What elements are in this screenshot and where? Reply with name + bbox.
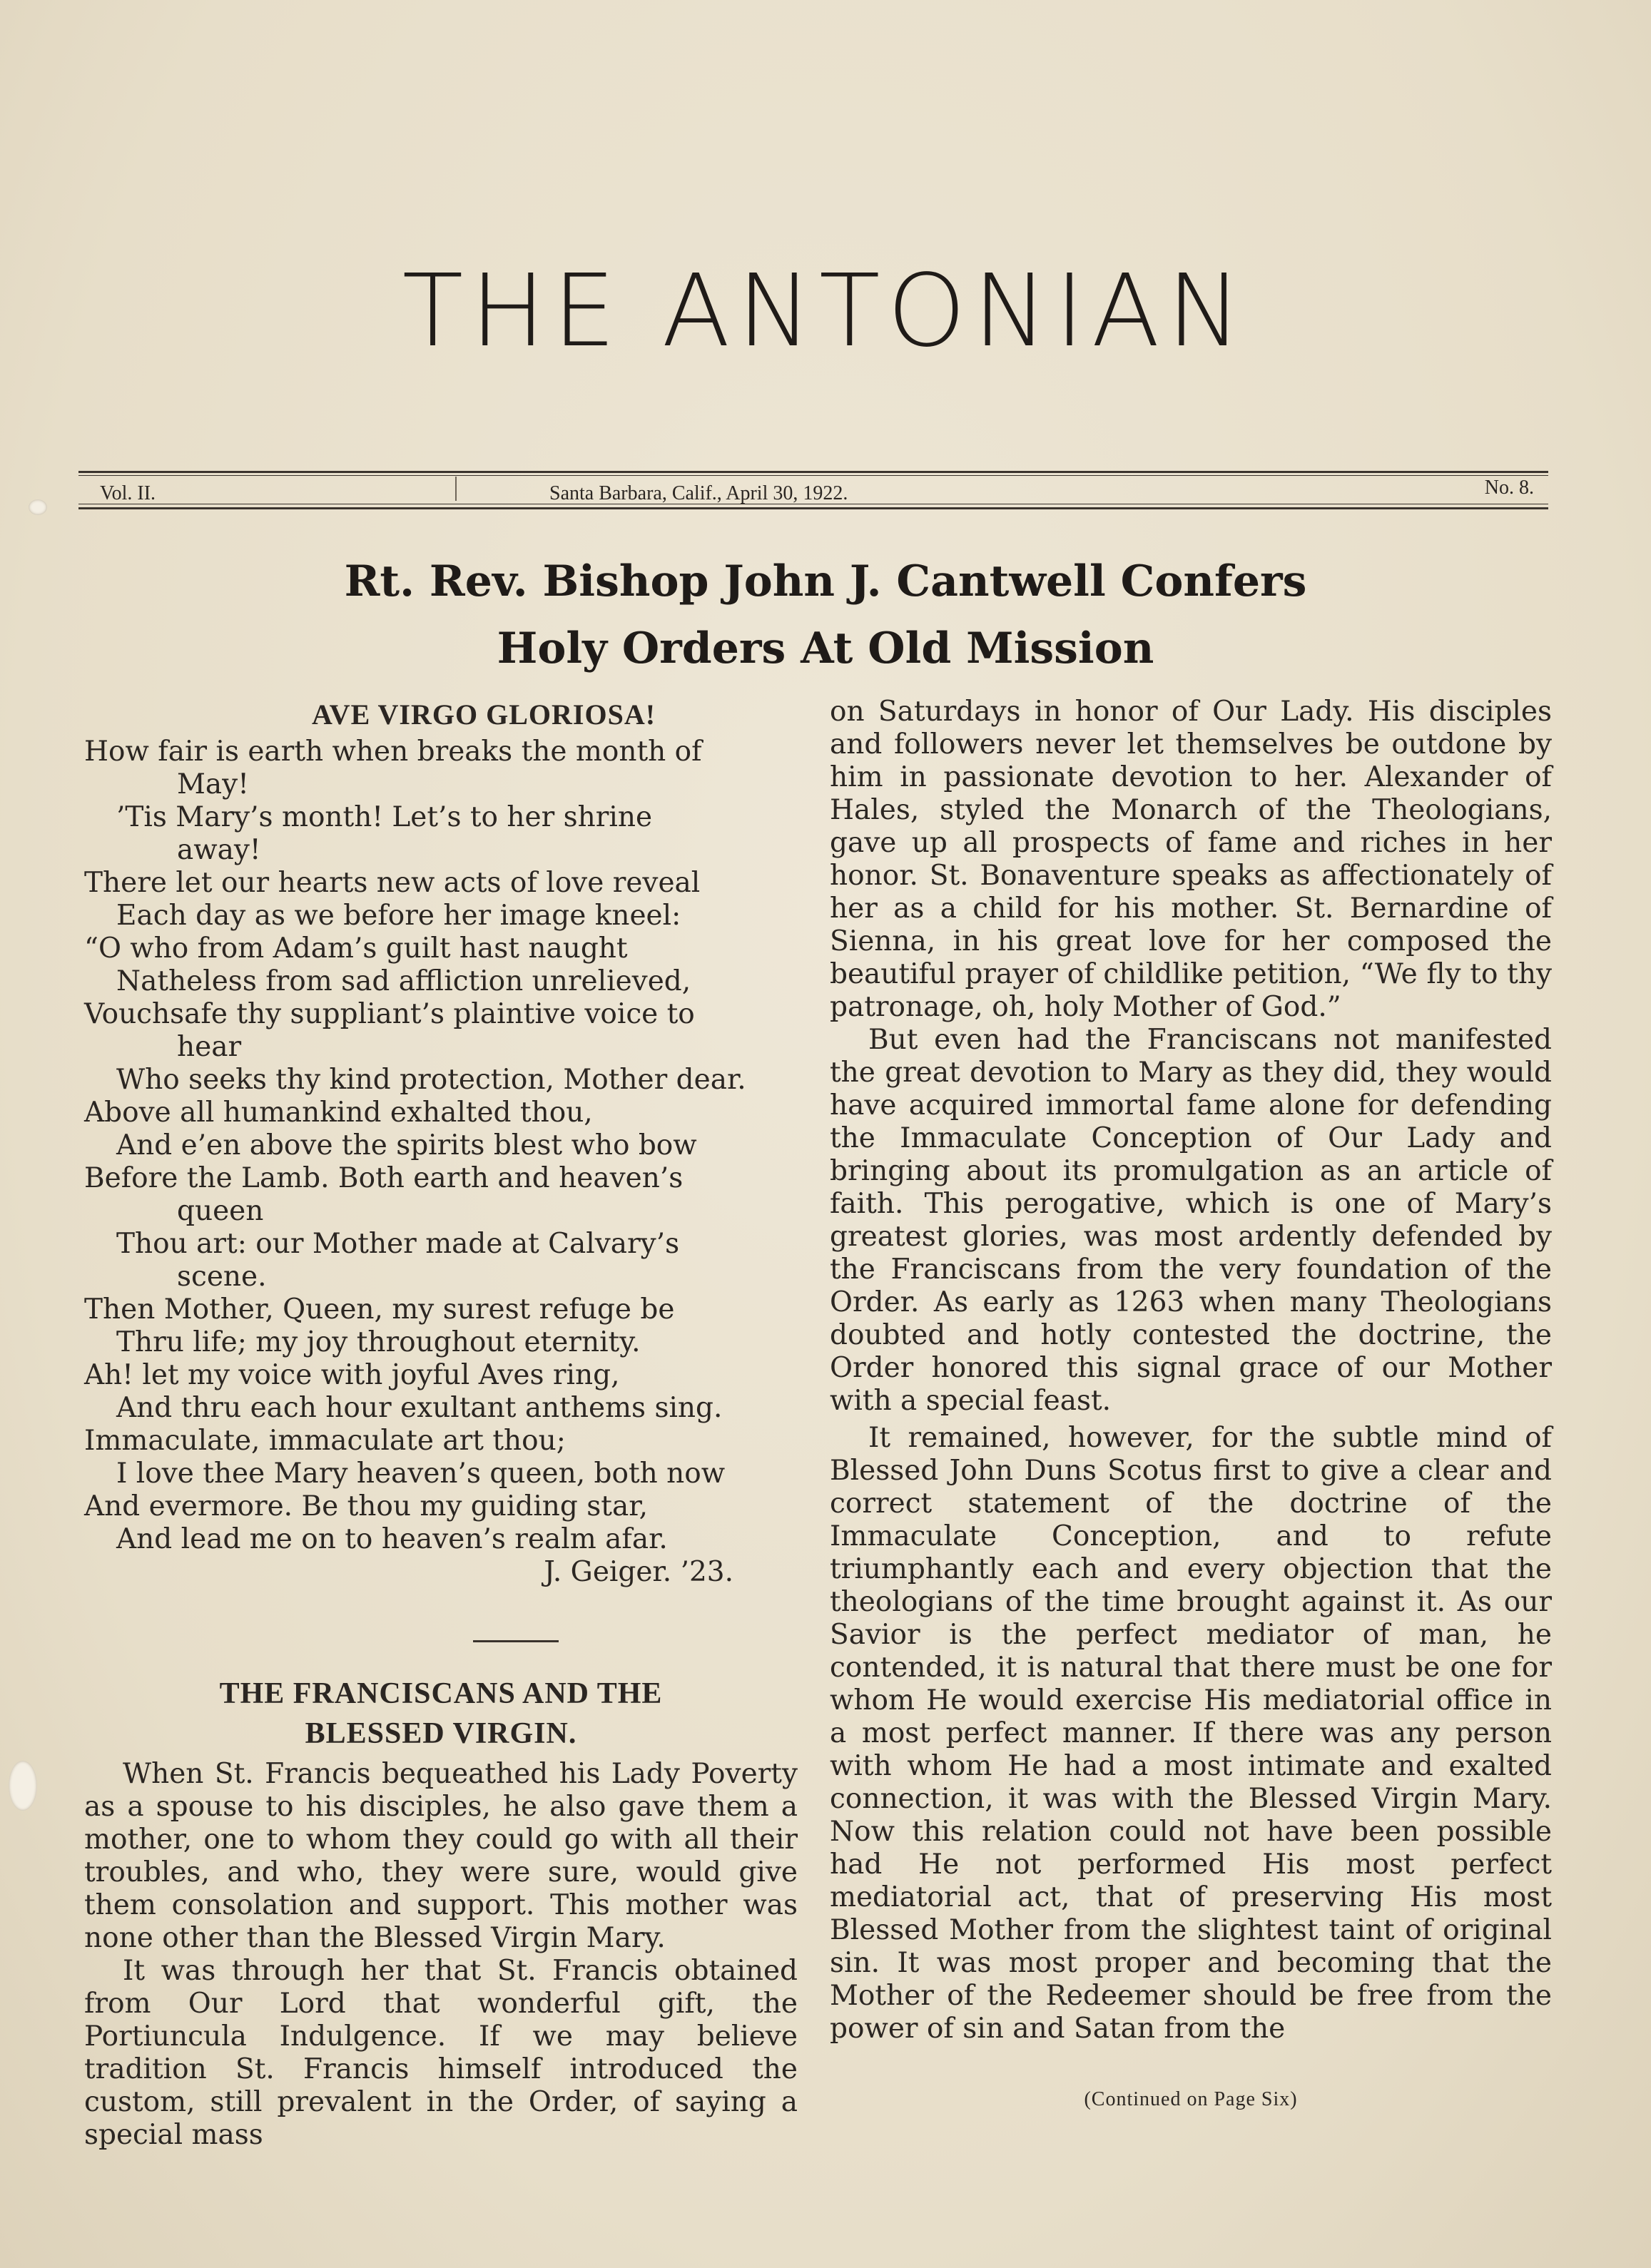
poem-line: And thru each hour exultant anthems sing. — [116, 1392, 723, 1424]
section-divider — [473, 1640, 559, 1642]
poem-line: I love thee Mary heaven’s queen, both now — [116, 1458, 726, 1490]
poem-line: Ah! let my voice with joyful Aves ring, — [84, 1359, 620, 1391]
right-column — [830, 696, 1552, 2045]
main-headline — [0, 548, 1651, 682]
poem-line: And lead me on to heaven’s realm afar. — [116, 1523, 668, 1555]
poem-signature: J. Geiger. ’23. — [544, 1556, 733, 1588]
article-paragraph: It was through her that St. Francis obtained from Our Lord that wonderful gift, the Portiuncula Indulgence. If we may believe tradition St. Francis himself introduced the custom, still prevalent in the Order, of saying a special mass — [84, 1955, 798, 2151]
article-paragraph: on Saturdays in honor of Our Lady. His disciples and followers never let themselves be outdone by him in passionate devotion to her. Alexander of Hales, styled the Monarch of the Theologians, gave up all prospects of fame and riches in her honor. St. Bonaventure speaks as affectionately of her as a child for his mother. St. Bernardine of Sienna, in his great love for her composed the beautiful prayer of childlike petition, “We fly to thy patronage, oh, holy Mother of God.” — [830, 696, 1552, 1023]
poem-line: How fair is earth when breaks the month of — [84, 736, 702, 768]
masthead-title: THE ANTONIAN — [402, 253, 1249, 370]
article-paragraph: When St. Francis bequeathed his Lady Poverty as a spouse to his disciples, he also gave them a mother, one to whom they could go with all their troubles, and who, they were sure, would give them consolation and support. This mother was none other than the Blessed Virgin Mary. — [84, 1758, 798, 1954]
paper-hole — [29, 499, 47, 515]
article-title-line-2: BLESSED VIRGIN. — [305, 1717, 577, 1750]
poem-line: Who seeks thy kind protection, Mother dear. — [116, 1064, 746, 1096]
poem-line: There let our hearts new acts of love reveal — [84, 867, 701, 899]
article-paragraph: It remained, however, for the subtle mind of Blessed John Duns Scotus first to give a clear and correct statement of the doctrine of the Immaculate Conception, and to refute triumphantly each and every objection that the theologians of the time brought against it. As our Savior is the perfect mediator of man, he contended, it is natural that there must be one for whom He would exercise His mediatorial office in a most perfect manner. If there was any person with whom He had a most intimate and exalted connection, it was with the Blessed Virgin Mary. Now this relation could not have been possible had He not performed His most perfect mediatorial act, that of preserving His most Blessed Mother from the slightest taint of original sin. It was most proper and becoming that the Mother of the Redeemer should be free from the power of sin and Satan from the — [830, 1422, 1552, 2045]
poem-line: And e’en above the spirits blest who bow — [116, 1129, 697, 1161]
poem-line: Vouchsafe thy suppliant’s plaintive voice to — [84, 998, 695, 1030]
volume-label: Vol. II. — [100, 482, 156, 504]
poem-line: Before the Lamb. Both earth and heaven’s — [84, 1162, 684, 1194]
continued-note: (Continued on Page Six) — [1084, 2088, 1298, 2110]
poem-line: Above all humankind exhalted thou, — [84, 1097, 593, 1129]
poem-line: Immaculate, immaculate art thou; — [84, 1425, 566, 1457]
poem-line: Then Mother, Queen, my surest refuge be — [84, 1293, 675, 1326]
poem-line: hear — [177, 1031, 242, 1063]
paper-hole — [9, 1761, 37, 1811]
dateline-separator — [455, 477, 457, 501]
left-column — [84, 696, 798, 2152]
poem-line: away! — [177, 834, 261, 866]
place-date: Santa Barbara, Calif., April 30, 1922. — [549, 482, 848, 504]
issue-number: No. 8. — [1484, 477, 1534, 499]
poem-line: Each day as we before her image kneel: — [116, 900, 681, 932]
poem-line: Thru life; my joy throughout eternity. — [116, 1326, 641, 1358]
poem-title: AVE VIRGO GLORIOSA! — [311, 698, 656, 731]
poem-line: May! — [177, 768, 249, 800]
poem-body — [84, 736, 798, 1556]
article-title-line-1: THE FRANCISCANS AND THE — [219, 1677, 663, 1710]
masthead-rule-top-thin — [78, 475, 1548, 476]
poem-line: scene. — [177, 1261, 267, 1293]
dateline — [93, 477, 1534, 505]
article-paragraph: But even had the Franciscans not manifested the great devotion to Mary as they did, they would have acquired immortal fame alone for defending the Immaculate Conception of Our Lady and bringing about its promulgation as an article of faith. This perogative, which is one of Mary’s greatest glories, was most ardently defended by the Franciscans from the very foundation of the Order. As early as 1263 when many Theologians doubted and hotly contested the doctrine, the Order honored this signal grace of our Mother with a special feast. — [830, 1024, 1552, 1417]
article-title — [84, 1674, 798, 1754]
poem-line: “O who from Adam’s guilt hast naught — [84, 932, 628, 965]
masthead-rule-top — [78, 471, 1548, 473]
poem-line: Thou art: our Mother made at Calvary’s — [116, 1228, 680, 1260]
dateline-rule-bottom — [78, 507, 1548, 509]
poem-line: ’Tis Mary’s month! Let’s to her shrine — [116, 801, 653, 833]
poem-line: Natheless from sad affliction unrelieved, — [116, 965, 691, 997]
poem-line: And evermore. Be thou my guiding star, — [84, 1490, 648, 1522]
headline-line-1: Rt. Rev. Bishop John J. Cantwell Confers — [344, 556, 1307, 606]
poem-line: queen — [177, 1195, 264, 1227]
headline-line-2: Holy Orders At Old Mission — [497, 624, 1154, 673]
